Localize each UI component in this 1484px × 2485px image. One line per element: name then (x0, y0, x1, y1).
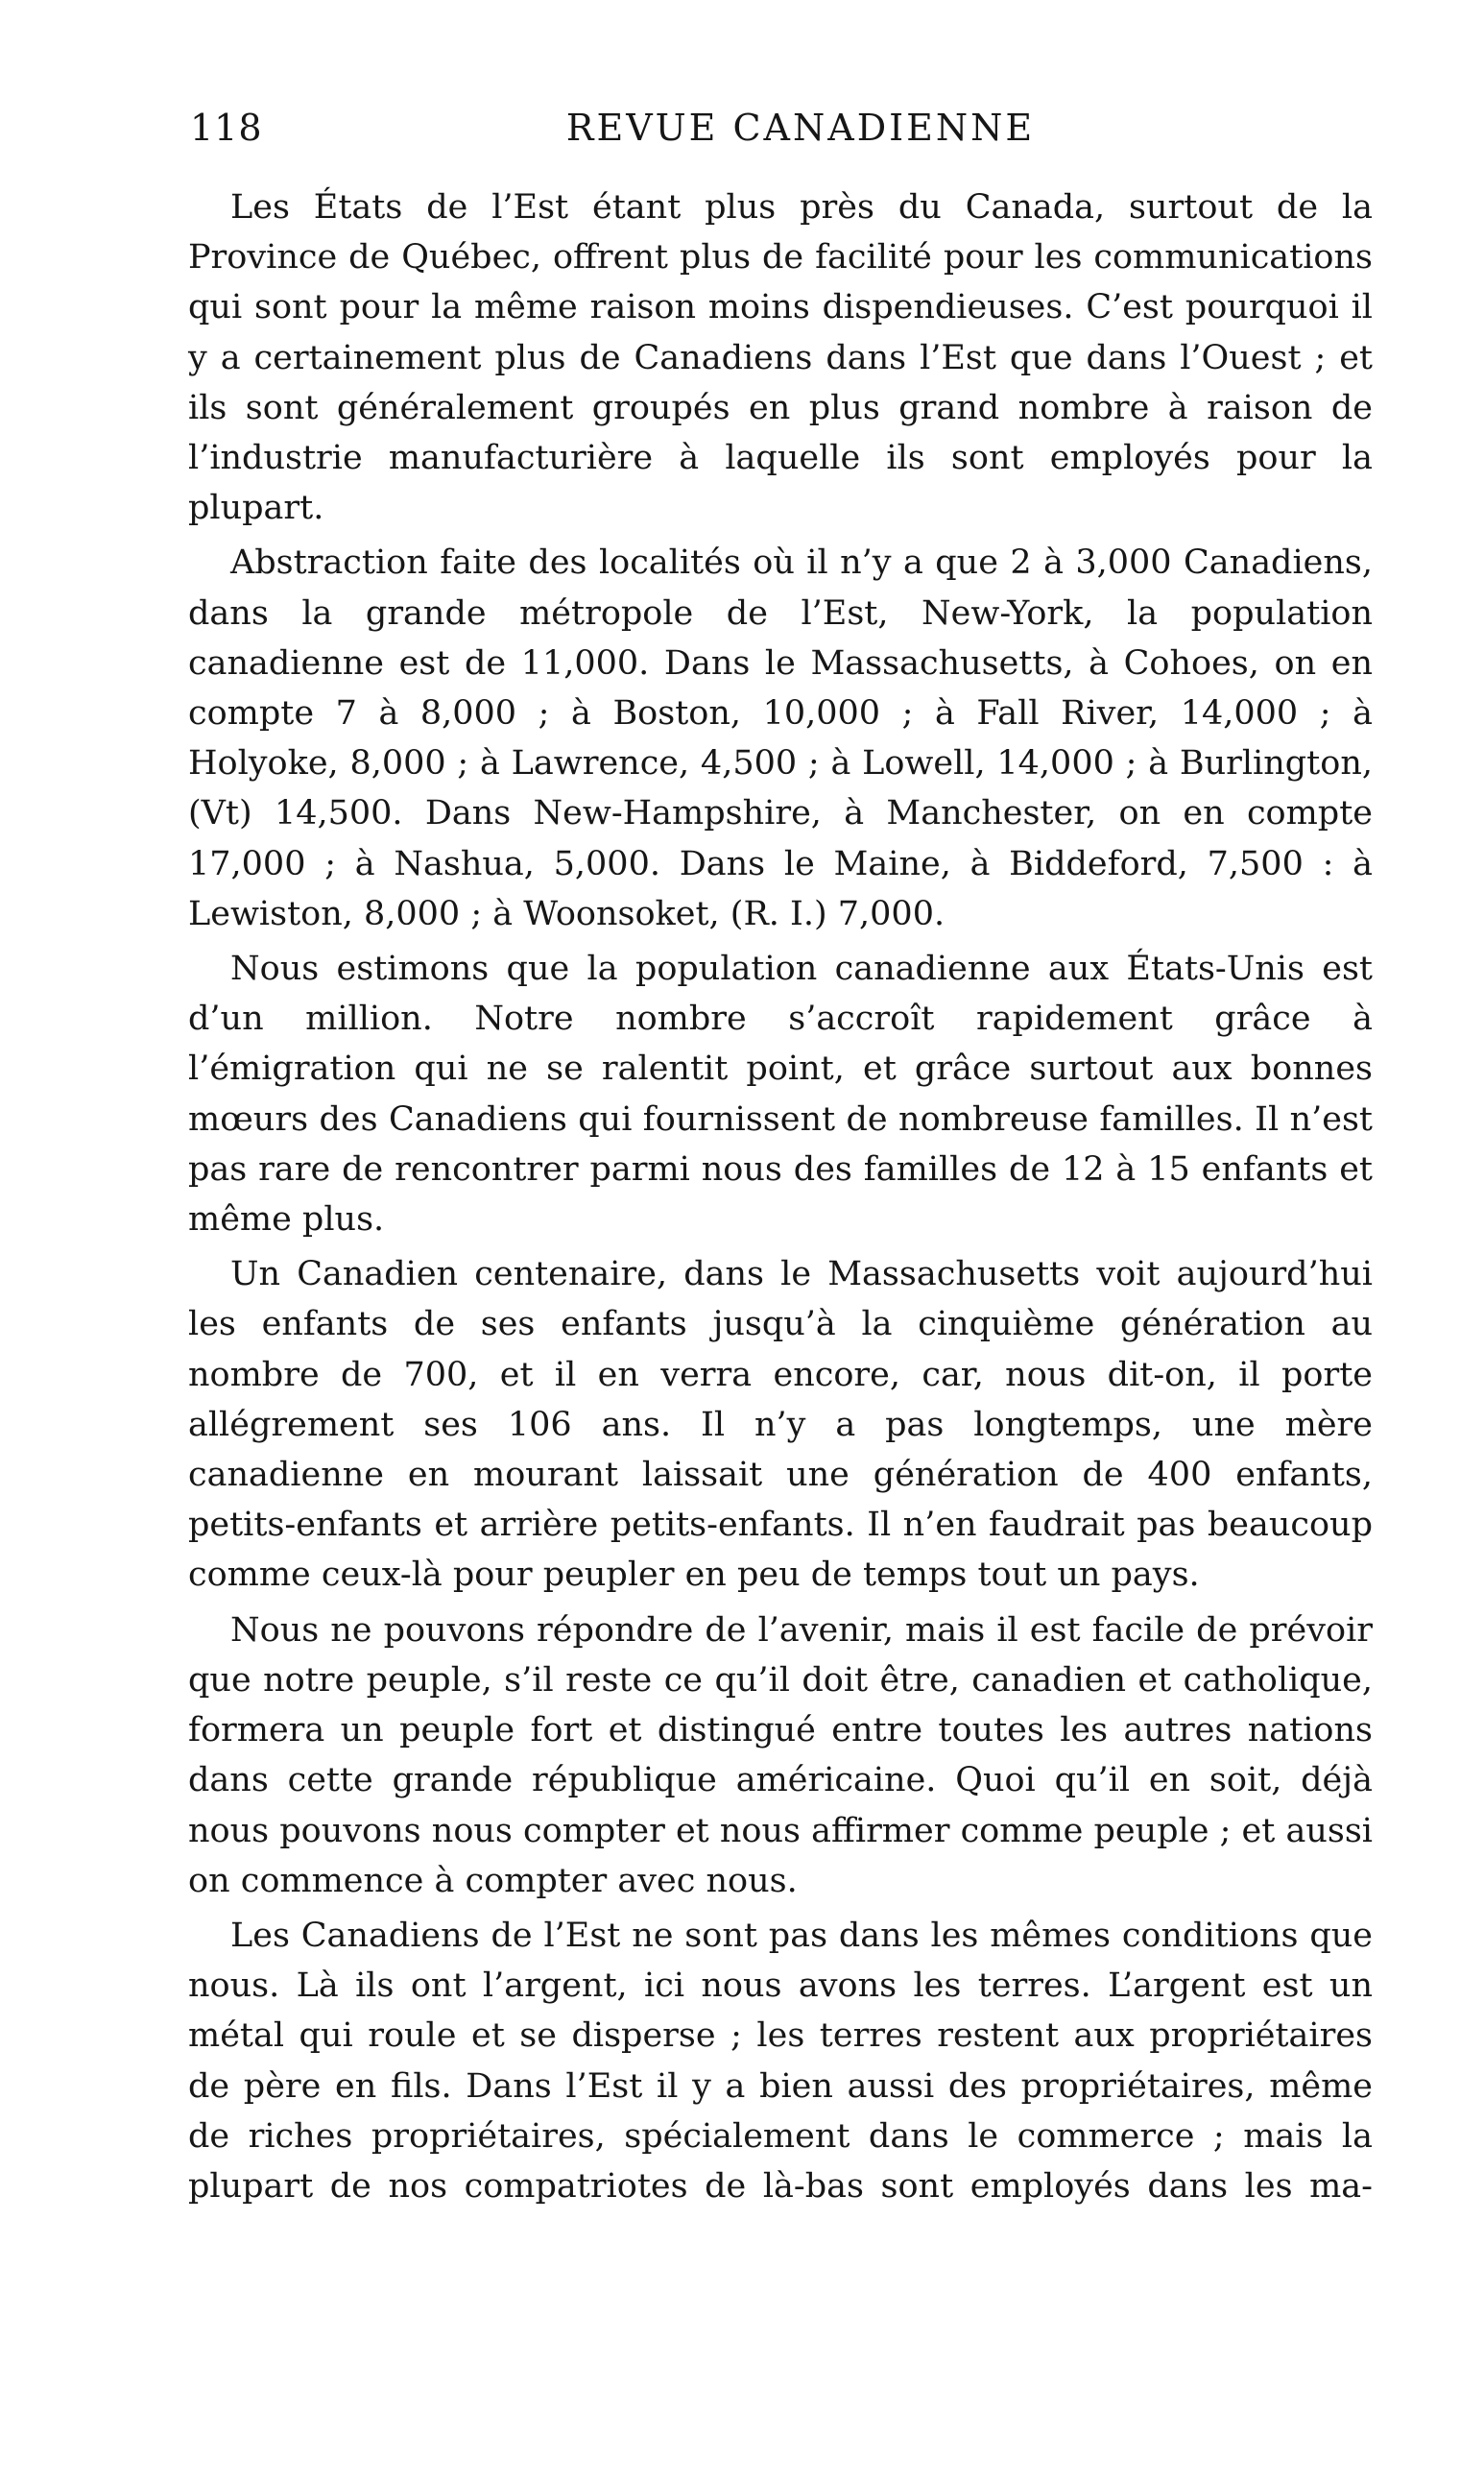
body-text (188, 182, 1373, 2216)
page-header (190, 104, 1373, 161)
paragraph-2: Abstraction faite des localités où il n’y a que 2 à 3,000 Canadiens, dans la grande métropole de l’Est, New-York, la population canadienne est de 11,000. Dans le Massachusetts, à Cohoes, on en compte 7 à 8,000 ; à Boston, 10,000 ; à Fall River, 14,000 ; à Holyoke, 8,000 ; à Lawrence, 4,500 ; à Lowell, 14,000 ; à Burlington, (Vt) 14,500. Dans New-Hampshire, à Manchester, on en compte 17,000 ; à Nashua, 5,000. Dans le Maine, à Biddeford, 7,500 : à Lewiston, 8,000 ; à Woonsoket, (R. I.) 7,000. (188, 543, 1373, 933)
paragraph-5: Nous ne pouvons répondre de l’avenir, mais il est facile de prévoir que notre peuple, s’il reste ce qu’il doit être, canadien et catholique, formera un peuple fort et distingué entre toutes les autres nations dans cette grande république américaine. Quoi qu’il en soit, déjà nous pouvons nous compter et nous affirmer comme peuple ; et aussi on commence à compter avec nous. (188, 1610, 1373, 1900)
paragraph-4: Un Canadien centenaire, dans le Massachusetts voit aujourd’hui les enfants de ses enfants jusqu’à la cinquième génération au nombre de 700, et il en verra encore, car, nous dit-on, il porte allégrement ses 106 ans. Il n’y a pas longtemps, une mère canadienne en mourant laissait une génération de 400 enfants, petits-enfants et arrière petits-enfants. Il n’en faudrait pas beaucoup comme ceux-là pour peupler en peu de temps tout un pays. (188, 1255, 1373, 1595)
paragraph-1: Les États de l’Est étant plus près du Canada, surtout de la Province de Québec, offrent plus de facilité pour les communications qui sont pour la même raison moins dispendieuses. C’est pourquoi il y a certainement plus de Canadiens dans l’Est que dans l’Ouest ; et ils sont généralement groupés en plus grand nombre à raison de l’industrie manufacturière à laquelle ils sont employés pour la plupart. (188, 188, 1373, 528)
paragraph-6: Les Canadiens de l’Est ne sont pas dans les mêmes conditions que nous. Là ils ont l’argent, ici nous avons les terres. L’argent est un métal qui roule et se disperse ; les terres restent aux propriétaires de père en fils. Dans l’Est il y a bien aussi des propriétaires, même de riches propriétaires, spécialement dans le commerce ; mais la plupart de nos compatriotes de là-bas sont employés dans les ma- (188, 1916, 1373, 2206)
running-title: REVUE CANADIENNE (565, 107, 1036, 149)
paragraph-3: Nous estimons que la population canadienne aux États-Unis est d’un million. Notre nombre s’accroît rapidement grâce à l’émigration qui ne se ralentit point, et grâce surtout aux bonnes mœurs des Canadiens qui fournissent de nombreuse familles. Il n’est pas rare de rencontrer parmi nous des familles de 12 à 15 enfants et même plus. (188, 950, 1373, 1240)
page-number: 118 (190, 107, 263, 149)
